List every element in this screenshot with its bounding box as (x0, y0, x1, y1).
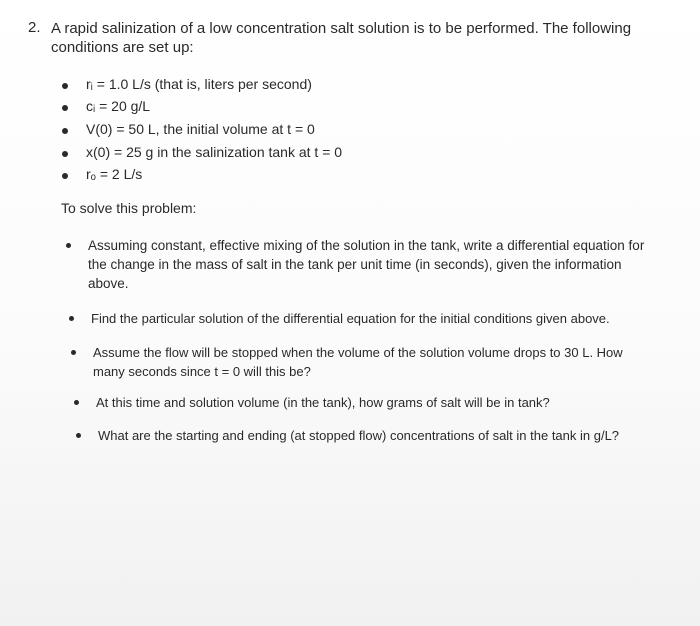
condition-item (0, 98, 700, 120)
task-text: Assume the flow will be stopped when the volume of the solution volume drops to 30 L. How many seconds since t = 0 will this be? (93, 345, 623, 379)
bullet-icon (62, 173, 68, 179)
condition-text: x(0) = 25 g in the salinization tank at t = 0 (86, 144, 343, 160)
task-item (88, 236, 663, 293)
condition-text: cᵢ = 20 g/L (86, 98, 151, 114)
problem-number: 2. (28, 19, 41, 36)
bullet-icon (74, 400, 79, 405)
bullet-icon (66, 243, 71, 248)
task-item (93, 343, 653, 381)
condition-text: rₒ = 2 L/s (86, 166, 143, 182)
bullet-icon (76, 433, 81, 438)
task-text: What are the starting and ending (at stopped flow) concentrations of salt in the tank in g/L? (98, 428, 620, 443)
task-item (98, 426, 658, 445)
task-text: At this time and solution volume (in the tank), how grams of salt will be in tank? (96, 395, 550, 410)
problem-intro: A rapid salinization of a low concentration salt solution is to be performed. The following conditions are set up: (51, 20, 632, 56)
condition-item (0, 121, 700, 143)
condition-item (0, 166, 700, 188)
condition-item (0, 144, 700, 166)
condition-item (0, 76, 700, 98)
task-item (91, 309, 661, 328)
bullet-icon (62, 128, 68, 134)
condition-text: V(0) = 50 L, the initial volume at t = 0 (86, 121, 315, 137)
task-text: Find the particular solution of the differential equation for the initial conditions given above. (91, 311, 610, 326)
to-solve-label: To solve this problem: (61, 200, 197, 216)
condition-text: rᵢ = 1.0 L/s (that is, liters per second) (86, 76, 312, 92)
task-text: Assuming constant, effective mixing of the solution in the tank, write a differential equation for the change in the mass of salt in the tank per unit time (in seconds), given the information above. (88, 238, 645, 291)
bullet-icon (71, 350, 76, 355)
bullet-icon (62, 151, 68, 157)
task-item (96, 393, 656, 412)
bullet-icon (62, 83, 68, 89)
bullet-icon (69, 316, 74, 321)
bullet-icon (62, 105, 68, 111)
